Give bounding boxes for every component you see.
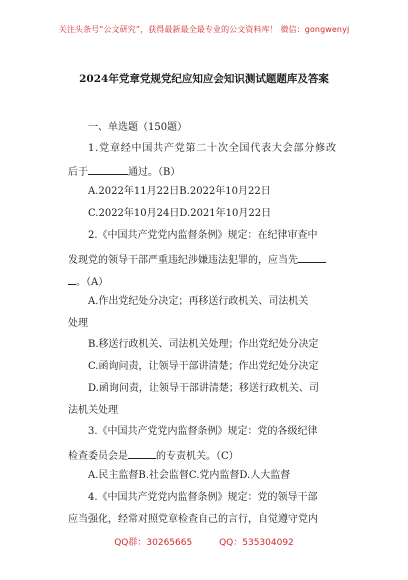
promo-header: 关注头条号“公文研究”，获得最新最全最专业的公文资料库！ 微信：gongwenyj [58,25,350,34]
question-2-line-2: 发现党的领导干部严重违纪涉嫌违法犯罪的，应当先 [68,251,326,268]
footer-qq-group: QQ群：30265665 [114,538,193,548]
section-heading: 一、单选题（150题） [88,122,188,133]
question-3-line-1: 3.《中国共产党党内监督条例》规定：党的各级纪律 [88,426,318,437]
question-3-line-2: 检查委员会是 的专责机关。（C） [68,447,239,464]
question-2-option-a-cont: 处理 [68,318,88,329]
question-2-line-1: 2.《中国共产党党内监督条例》规定：在纪律审查中 [88,230,318,241]
question-4-line-2: 应当强化，经常对照党章检查自己的言行，自觉遵守党内 [68,514,318,525]
footer-contact [0,535,408,548]
question-4-line-1: 4.《中国共产党党内监督条例》规定：党的领导干部 [88,492,318,503]
question-3-options: A.民主监督B.社会监督C.党内监督D.人大监督 [88,470,291,481]
footer-qq: QQ：535304092 [219,538,294,548]
question-1-options-ab: A.2022年11月22日B.2022年10月22日 [88,186,271,197]
question-2-option-c: C.函询问责，让领导干部讲清楚；作出党纪处分决定 [88,361,319,372]
question-2-option-b: B.移送行政机关、司法机关处理；作出党纪处分决定 [88,339,319,350]
question-2-option-a: A.作出党纪处分决定；再移送行政机关、司法机关 [88,296,309,307]
answer-blank [298,251,326,263]
question-1-line-2: 后于 通过。（B） [68,163,180,180]
answer-blank [68,273,76,285]
answer-blank [128,447,156,459]
document-title: 2024年党章党规党纪应知应会知识测试题题库及答案 [79,73,329,85]
question-2-option-d: D.函询问责，让领导干部讲清楚；移送行政机关、司 [88,383,319,394]
question-2-line-3: 。（A） [68,273,108,290]
question-2-option-d-cont: 法机关处理 [68,405,118,416]
question-1-line-1: 1.党章经中国共产党第二十次全国代表大会部分修改 [88,143,337,154]
question-1-options-cd: C.2022年10月24日D.2021年10月22日 [88,208,272,219]
answer-blank [88,163,128,175]
